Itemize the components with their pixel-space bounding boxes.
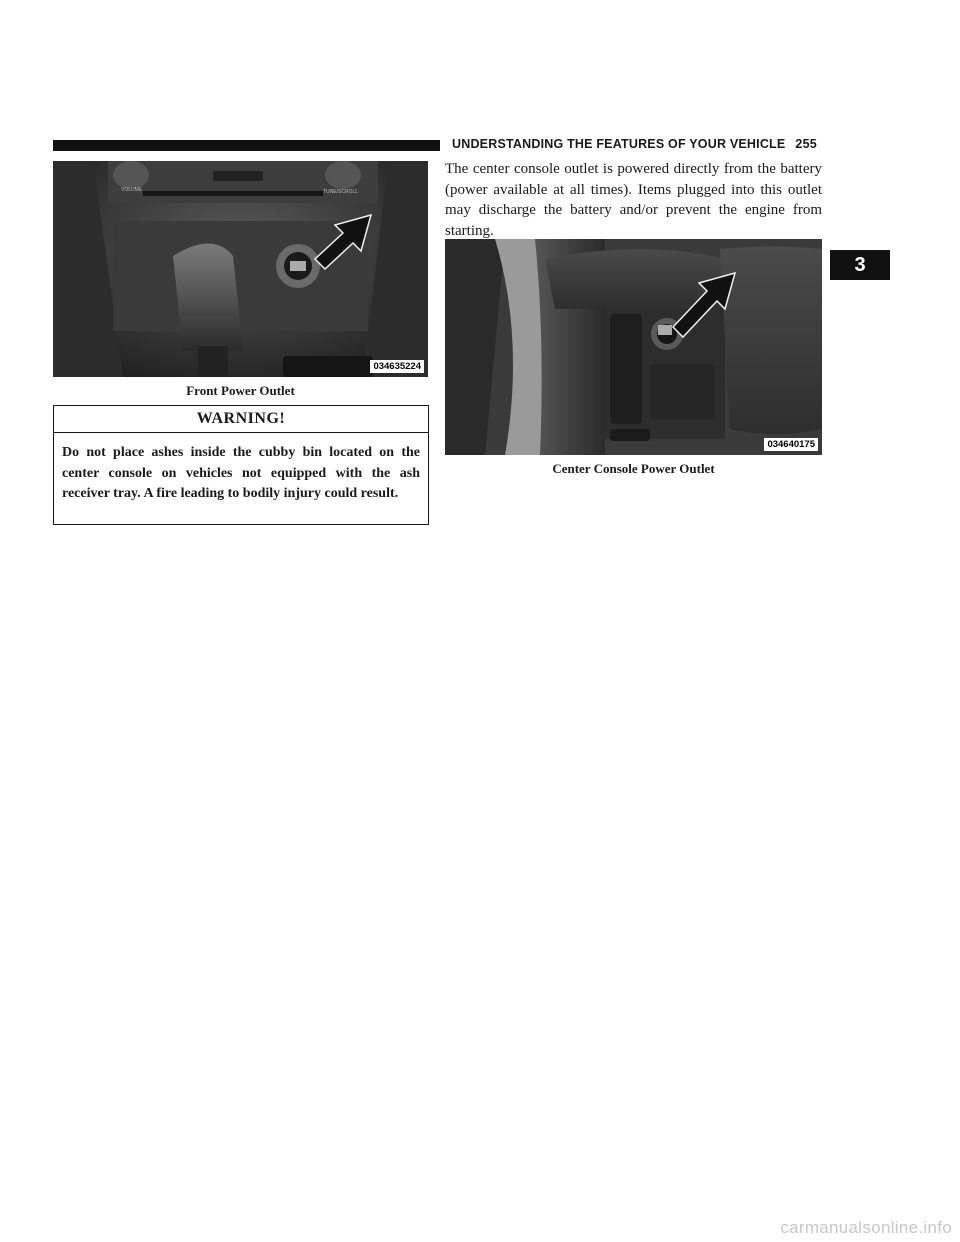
- center-console-illustration: [445, 239, 822, 455]
- front-console-illustration: [53, 161, 428, 377]
- watermark[interactable]: carmanualsonline.info: [780, 1218, 952, 1237]
- tune-label: TUNE/SCROLL: [323, 189, 359, 195]
- volume-label: VOLUME: [121, 187, 143, 193]
- front-power-outlet-photo: [53, 161, 428, 377]
- body-paragraph: The center console outlet is powered directly from the battery (power available at all times). Items plugged into this outlet may discharge the battery and/or prevent the engine from starting.: [445, 161, 822, 239]
- warning-box: [53, 405, 429, 525]
- chapter-tab: 3: [830, 250, 890, 280]
- section-title: UNDERSTANDING THE FEATURES OF YOUR VEHICLE: [452, 137, 786, 151]
- running-header: [452, 137, 822, 151]
- warning-title: WARNING!: [54, 406, 428, 433]
- console-figure-caption: Center Console Power Outlet: [552, 461, 715, 476]
- center-console-outlet-photo: [445, 239, 822, 455]
- figure-id: 034635224: [370, 360, 424, 373]
- page-number: 255: [795, 137, 817, 151]
- front-figure-caption: Front Power Outlet: [186, 383, 295, 398]
- header-rule: [53, 140, 440, 151]
- warning-text: Do not place ashes inside the cubby bin located on the center console on vehicles not equipped with the ash receiver tray. A fire leading to bodily injury could result.: [62, 445, 420, 501]
- figure-id: 034640175: [764, 438, 818, 451]
